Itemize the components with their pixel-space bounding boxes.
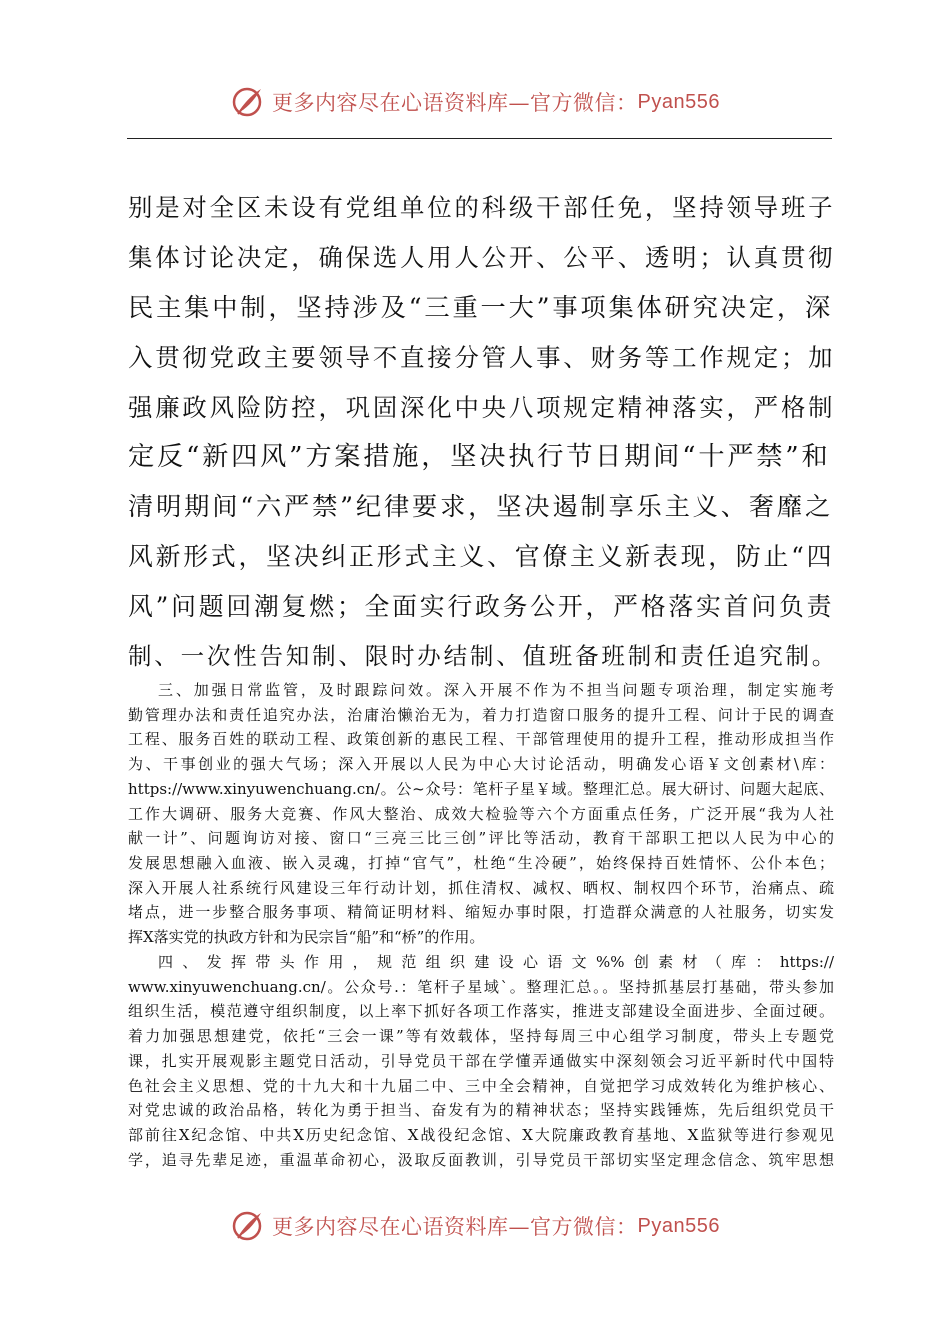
text-line: 工作大调研、服务大竞赛、作风大整治、成效大检验等六个方面重点任务，广泛开展“我为人社 xyxy=(128,804,834,823)
text-line: 工程、服务百姓的联动工程、政策创新的惠民工程、干部管理使用的提升工程，推动形成担当作 xyxy=(128,730,834,749)
header-wechat-id: Pyan556 xyxy=(637,90,720,113)
text-line: 组织生活，模范遵守组织制度，以上率下抓好各项工作落实，推进支部建设全面进步、全面过硬。 xyxy=(128,1002,834,1021)
text-line: 风”问题回潮复燃；全面实行政务公开，严格落实首问负责 xyxy=(128,592,835,622)
text-line: 献一计”、问题询访对接、窗口“三亮三比三创”评比等活动，教育干部职工把以人民为中心的 xyxy=(128,829,834,848)
text-line: 发展思想融入血液、嵌入灵魂，打掉“官气”，杜绝“生冷硬”，始终保持百姓情怀、公仆本色； xyxy=(128,853,834,872)
header-banner-text: 更多内容尽在心语资料库—官方微信： xyxy=(272,91,638,115)
text-line: 着力加强思想建党，依托“三会一课”等有效载体，坚持每周三中心组学习制度，带头上专题党 xyxy=(128,1027,834,1046)
text-line: 民主集中制，坚持涉及“三重一大”事项集体研究决定，深 xyxy=(128,292,834,322)
text-line: 堵点，进一步整合服务事项、精简证明材料、缩短办事时限，打造群众满意的人社服务，切实发 xyxy=(128,903,834,922)
text-line: 挥X落实党的执政方针和为民宗旨“船”和“桥”的作用。 xyxy=(128,928,485,947)
quill-logo-icon xyxy=(230,84,266,120)
text-line: https://www.xinyuwenchuang.cn/。公~众号：笔杆子星￥域。整理汇总。展大研讨、问题大起底、 xyxy=(128,779,834,798)
text-line: 风新形式，坚决纠正形式主义、官僚主义新表现，防止“四 xyxy=(128,542,835,572)
text-line: 清明期间“六严禁”纪律要求，坚决遏制享乐主义、奢靡之 xyxy=(128,492,834,522)
large-paragraph xyxy=(128,183,839,682)
footer-banner-text: 更多内容尽在心语资料库—官方微信： xyxy=(272,1215,638,1239)
section-3-paragraph xyxy=(128,678,834,950)
quill-logo-icon xyxy=(230,1208,266,1244)
text-line: 定反“新四风”方案措施，坚决执行节日期间“十严禁”和 xyxy=(128,441,831,472)
text-line: 对党忠诚的政治品格，转化为勇于担当、奋发有为的精神状态；坚持实践锤炼，先后组织党员干 xyxy=(128,1101,834,1120)
footer-wechat-id: Pyan556 xyxy=(637,1214,720,1237)
text-line: 部前往X纪念馆、中共X历史纪念馆、X战役纪念馆、X大院廉政教育基地、X监狱等进行参观见 xyxy=(128,1125,834,1144)
text-line: 勤管理办法和责任追究办法，治庸治懒治无为，着力打造窗口服务的提升工程、问计于民的调查 xyxy=(128,705,834,724)
text-line: 入贯彻党政主要领导不直接分管人事、财务等工作规定；加 xyxy=(128,342,836,372)
text-line: 强廉政风险防控，巩固深化中央八项规定精神落实，严格制 xyxy=(128,392,836,422)
footer-banner xyxy=(0,1208,950,1244)
section-4-paragraph xyxy=(128,950,834,1172)
text-line: 制、一次性告知制、限时办结制、值班备班制和责任追究制。 xyxy=(128,642,839,671)
text-line: 课，扎实开展观影主题党日活动，引导党员干部在学懂弄通做实中深刻领会习近平新时代中国特 xyxy=(128,1051,834,1070)
text-line: 四、发挥带头作用，规范组织建设心语文%%创素材（库：https:// xyxy=(158,953,834,971)
text-line: 集体讨论决定，确保选人用人公开、公平、透明；认真贯彻 xyxy=(128,242,836,272)
text-line: 三、加强日常监管，及时跟踪问效。深入开展不作为不担当问题专项治理，制定实施考 xyxy=(158,681,834,699)
text-line: 为、干事创业的强大气场；深入开展以人民为中心大讨论活动，明确发心语￥文创素材\库： xyxy=(128,755,834,774)
header-divider xyxy=(127,138,832,139)
text-line: 色社会主义思想、党的十九大和十九届二中、三中全会精神，自觉把学习成效转化为维护核心、 xyxy=(128,1076,834,1095)
text-line: 别是对全区未设有党组单位的科级干部任免，坚持领导班子 xyxy=(128,193,836,222)
text-line: 深入开展人社系统行风建设三年行动计划，抓住清权、减权、晒权、制权四个环节，治痛点、疏 xyxy=(128,878,834,897)
header-banner xyxy=(0,84,950,120)
text-line: 学，追寻先辈足迹，重温革命初心，汲取反面教训，引导党员干部切实坚定理念信念、筑牢思想 xyxy=(128,1150,834,1169)
text-line: www.xinyuwenchuang.cn/。公众号.：笔杆子星域`。整理汇总。。坚持抓基层打基础，带头参加 xyxy=(128,977,834,996)
